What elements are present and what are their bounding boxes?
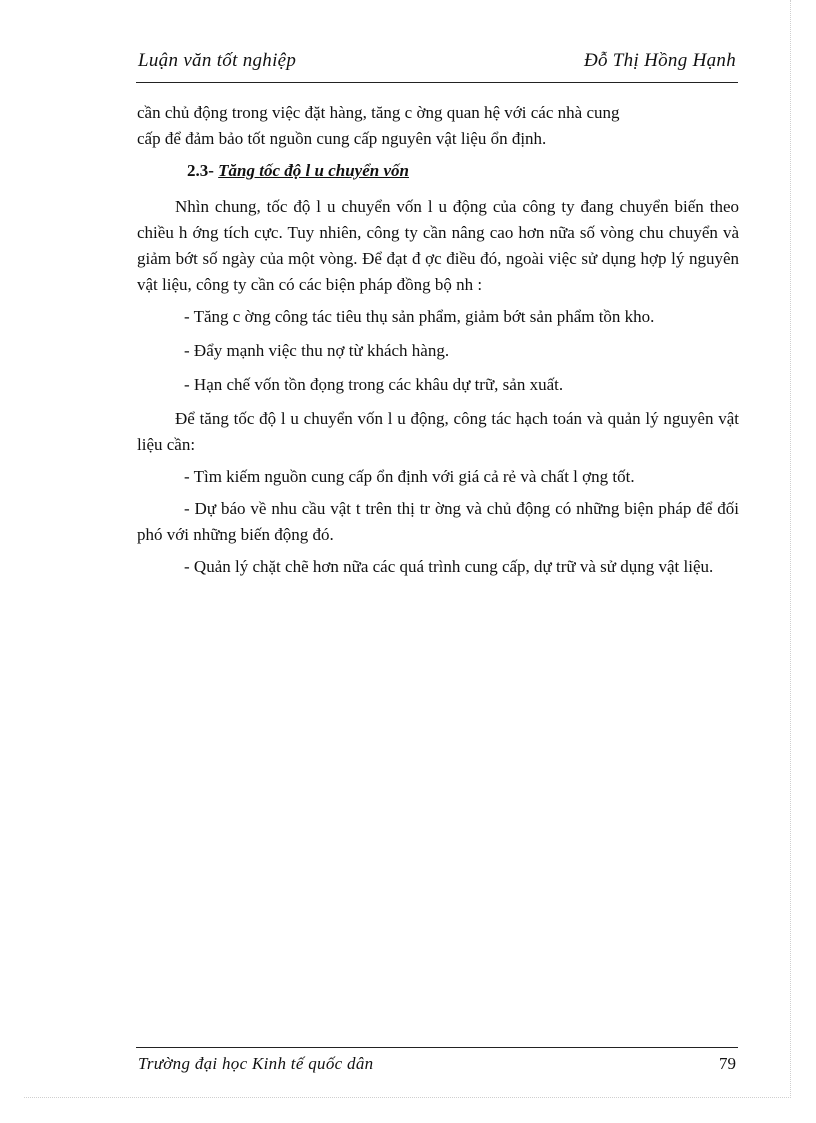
section-title: Tăng tốc độ l u chuyển vốn [218,161,409,180]
list-item: - Quản lý chặt chẽ hơn nữa các quá trình cung cấp, dự trữ và sử dụng vật liệu. [184,557,714,576]
intro-line-1: cần chủ động trong việc đặt hàng, tăng c ờng quan hệ với các nhà cung [137,103,620,122]
list-item: - Tìm kiếm nguồn cung cấp ổn định với giá cả rẻ và chất l ợng tốt. [184,467,635,486]
header-author-name: Đỗ Thị Hồng Hạnh [583,50,736,71]
intro-paragraph [137,100,739,152]
document-body [137,100,739,586]
section-number: 2.3- [187,161,214,180]
paragraph-2: Để tăng tốc độ l u chuyển vốn l u động, công tác hạch toán và quản lý nguyên vật liệu cần: [137,409,739,454]
section-heading [187,158,739,184]
list-item: - Tăng c ờng công tác tiêu thụ sản phẩm, giảm bớt sản phẩm tồn kho. [184,307,655,326]
footer-university: Trường đại học Kinh tế quốc dân [138,1054,374,1073]
list-item: - Đẩy mạnh việc thu nợ từ khách hàng. [184,341,450,360]
page-header [136,48,738,83]
header-thesis-label: Luận văn tốt nghiệp [138,50,297,71]
list-item: - Hạn chế vốn tồn đọng trong các khâu dự trữ, sản xuất. [184,375,564,394]
list-item: - Dự báo về nhu cầu vật t trên thị tr ờng và chủ động có những biện pháp để đối phó với những biến động đó. [137,499,739,544]
page-number: 79 [719,1054,736,1073]
paragraph-1: Nhìn chung, tốc độ l u chuyển vốn l u động của công ty đang chuyển biến theo chiều h ớng tích cực. Tuy nhiên, công ty cần nâng cao hơn nữa số vòng chu chuyển và giảm bớt số ngày của một vòng. Để đạt đ ợc điều đó, ngoài việc sử dụng hợp lý nguyên vật liệu, công ty cần có các biện pháp đồng bộ nh : [137,197,739,294]
intro-line-2: cấp để đảm bảo tốt nguồn cung cấp nguyên vật liệu ổn định. [137,129,547,148]
page-footer [136,1047,738,1076]
